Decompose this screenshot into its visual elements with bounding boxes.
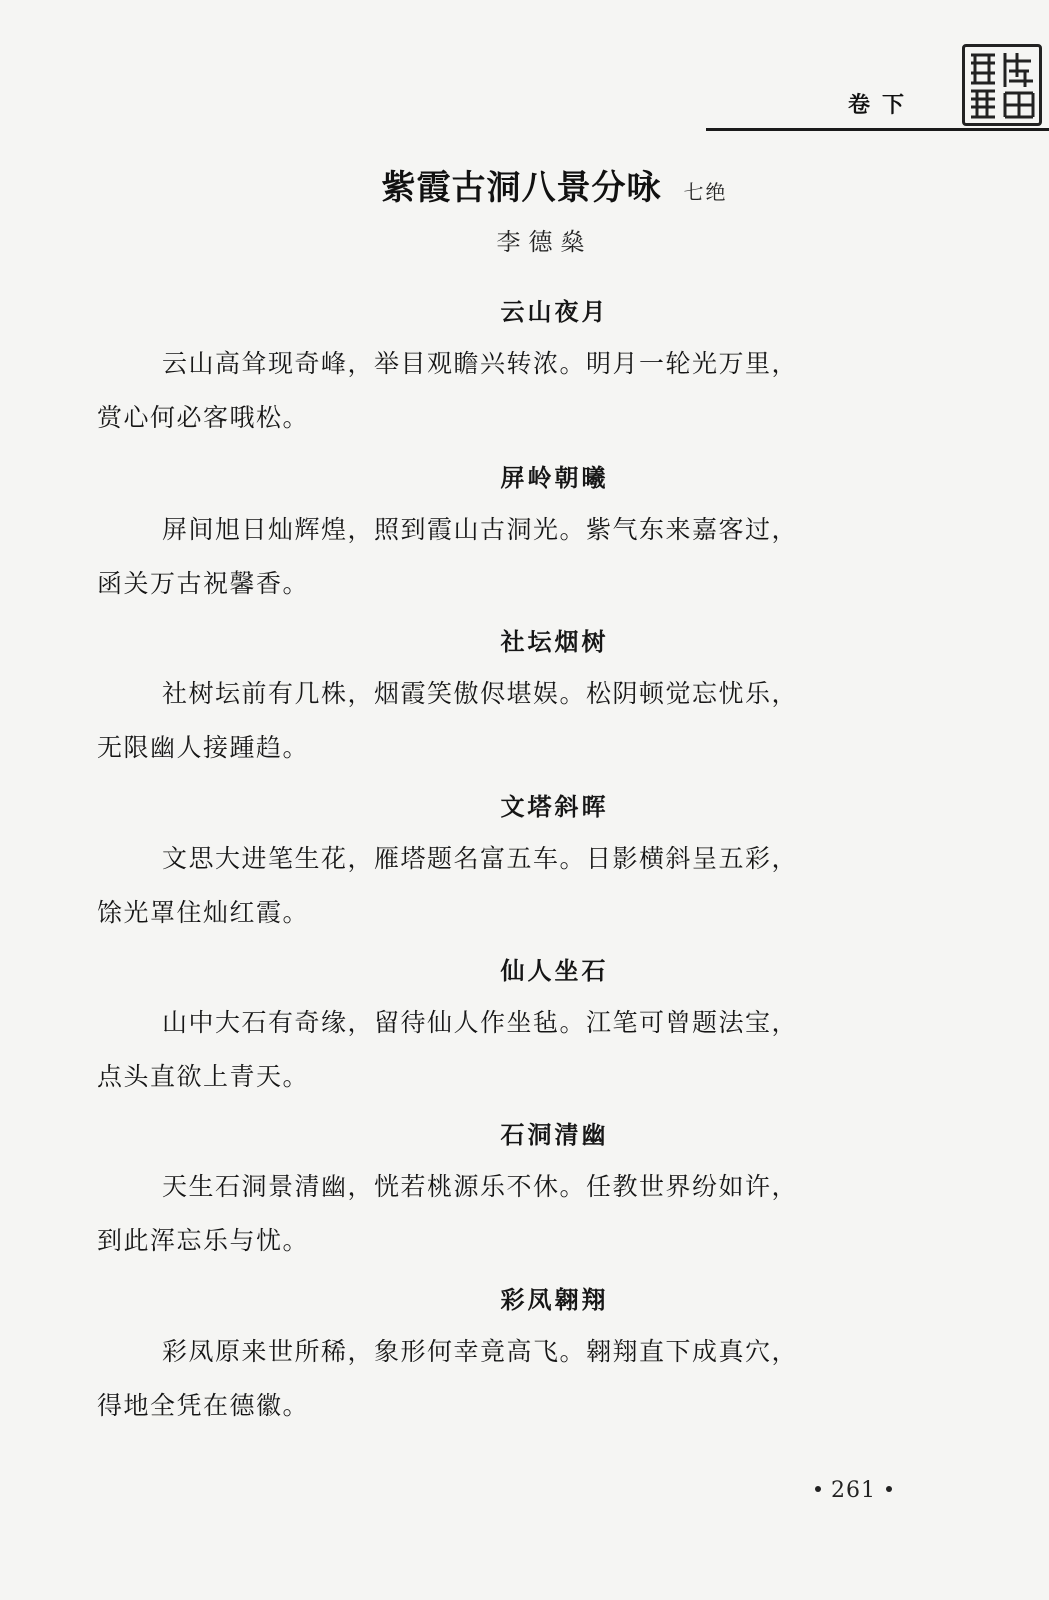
author-name: 李德燊 — [496, 228, 593, 256]
poem-block — [0, 955, 1049, 1091]
bullet-dot-icon — [886, 1486, 892, 1492]
page-number — [805, 1478, 902, 1503]
poem-line: 文思大进笔生花，雁塔题名富五车。日影横斜呈五彩， — [162, 844, 799, 873]
page-title: 紫霞古洞八景分咏 — [381, 168, 662, 208]
poem-form-label: 七绝 — [683, 180, 728, 204]
poem-line: 天生石洞景清幽，恍若桃源乐不休。任教世界纷如许， — [162, 1172, 799, 1201]
poem-line: 无限幽人接踵趋。 — [97, 733, 310, 762]
poem-title: 云山夜月 — [500, 298, 609, 326]
poem-line: 彩凤原来世所稀，象形何幸竟高飞。翱翔直下成真穴， — [162, 1337, 799, 1366]
page-number-value: 261 — [831, 1478, 876, 1503]
poem-line: 云山高耸现奇峰，举目观瞻兴转浓。明月一轮光万里， — [162, 349, 799, 378]
poem-line: 山中大石有奇缘，留待仙人作坐毡。江笔可曾题法宝， — [162, 1008, 799, 1037]
poem-line: 到此浑忘乐与忧。 — [97, 1226, 310, 1255]
poem-line: 赏心何必客哦松。 — [97, 403, 310, 432]
poem-title: 文塔斜晖 — [500, 793, 609, 821]
poem-line: 点头直欲上青天。 — [97, 1062, 310, 1091]
poem-title: 社坛烟树 — [500, 628, 609, 656]
running-head: 卷下 — [848, 93, 917, 118]
poem-title: 仙人坐石 — [500, 957, 609, 985]
bullet-dot-icon — [815, 1486, 821, 1492]
poem-block — [0, 791, 1049, 927]
poem-block — [0, 626, 1049, 762]
poem-title: 屏岭朝曦 — [500, 464, 609, 492]
poem-line: 屏间旭日灿辉煌，照到霞山古洞光。紫气东来嘉客过， — [162, 515, 799, 544]
poem-title: 石洞清幽 — [500, 1121, 609, 1149]
poem-title: 彩凤翱翔 — [500, 1286, 609, 1314]
poem-block — [0, 1119, 1049, 1255]
header-rule — [706, 128, 1049, 131]
title-row — [0, 160, 1049, 209]
poem-line: 馀光罩住灿红霞。 — [97, 898, 310, 927]
poem-block — [0, 1284, 1049, 1420]
poem-line: 社树坛前有几株，烟霞笑傲侭堪娱。松阴顿觉忘忧乐， — [162, 679, 799, 708]
poem-block — [0, 462, 1049, 598]
seal-stamp-icon — [962, 44, 1042, 126]
poem-line: 得地全凭在德徽。 — [97, 1391, 310, 1420]
poem-block — [0, 296, 1049, 432]
poem-line: 函关万古祝馨香。 — [97, 569, 310, 598]
